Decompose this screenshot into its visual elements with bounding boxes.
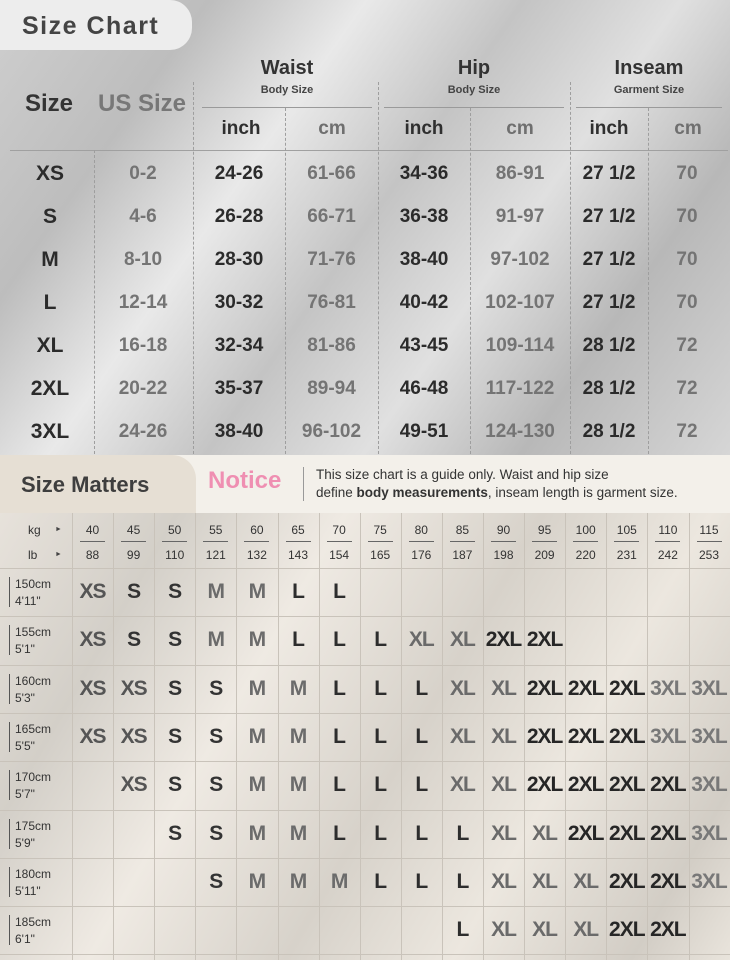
cell-size: 3XL [30, 420, 70, 443]
weight-kg: 65 [291, 523, 305, 537]
size-cell: 2XL [567, 676, 604, 700]
size-cell: XL [491, 821, 516, 845]
unit-header-1: cm [318, 118, 346, 139]
size-cell: M [207, 628, 225, 652]
cell-hip_in: 43-45 [399, 335, 449, 356]
cell-inseam_cm: 72 [676, 335, 698, 356]
size-cell: XS [120, 724, 147, 748]
cell-inseam_in: 27 1/2 [582, 163, 636, 184]
height-ft: 6'1" [15, 932, 35, 947]
weight-separator [286, 541, 311, 542]
height-bar [9, 577, 10, 607]
weight-kg: 95 [537, 523, 552, 537]
us-size-column-header: US Size [97, 90, 187, 117]
cell-waist_cm: 96-102 [301, 421, 362, 442]
table-row [0, 281, 730, 324]
size-cell: 2XL [650, 773, 686, 797]
cell-waist_cm: 71-76 [307, 249, 356, 270]
grid-hline [0, 616, 730, 617]
weight-lb: 187 [452, 548, 473, 562]
size-cell: S [209, 821, 223, 845]
size-cell: 2XL [485, 628, 522, 652]
cell-hip_in: 34-36 [399, 163, 449, 184]
table-row [0, 238, 730, 281]
size-cell: XS [79, 580, 106, 603]
cell-hip_in: 38-40 [399, 249, 449, 270]
cell-size: M [41, 248, 59, 271]
height-cm: 165cm [15, 721, 52, 736]
cell-hip_cm: 91-97 [495, 206, 545, 227]
size-cell: 2XL [567, 724, 604, 748]
cell-waist_in: 32-34 [214, 335, 264, 356]
height-ft: 5'11" [15, 883, 41, 898]
size-cell: XL [532, 918, 558, 942]
cell-hip_in: 49-51 [399, 421, 449, 442]
cell-size: XS [35, 162, 64, 185]
size-cell: 2XL [526, 724, 563, 748]
size-cell: L [333, 580, 345, 603]
weight-kg: 85 [455, 523, 470, 537]
size-cell: XL [573, 918, 599, 942]
size-cell: M [248, 773, 266, 797]
size-cell: S [168, 821, 182, 845]
size-chart-tab [0, 0, 192, 50]
weight-separator [80, 541, 105, 542]
cell-size: 2XL [30, 377, 70, 400]
size-cell: L [374, 628, 387, 652]
size-cell: XL [408, 628, 434, 652]
weight-separator [532, 541, 557, 542]
size-cell: S [127, 628, 141, 652]
size-cell: 3XL [650, 724, 686, 748]
size-cell: S [209, 724, 223, 748]
size-cell: M [289, 676, 307, 700]
unit-header-5: cm [674, 118, 702, 139]
size-cell: 3XL [650, 676, 686, 700]
size-cell: L [456, 821, 469, 845]
weight-kg: 55 [209, 523, 223, 537]
cell-inseam_in: 27 1/2 [582, 206, 636, 227]
height-cm: 155cm [15, 625, 52, 640]
cell-inseam_in: 28 1/2 [582, 335, 636, 356]
inseam-label: Inseam [614, 57, 684, 79]
waist-header [196, 57, 378, 96]
size-cell: 2XL [609, 918, 645, 942]
height-cm: 170cm [15, 770, 52, 785]
weight-lb: 198 [493, 548, 514, 562]
hip-label: Hip [457, 57, 491, 79]
grid-hline [0, 568, 730, 569]
weight-kg: 45 [126, 523, 141, 537]
size-cell: 3XL [691, 724, 727, 748]
table-row [0, 324, 730, 367]
weight-separator [614, 541, 639, 542]
size-cell: 2XL [609, 821, 645, 845]
unit-header-0: inch [221, 118, 261, 139]
size-chart-section [0, 0, 730, 455]
height-bar [9, 674, 10, 704]
height-bar [9, 770, 10, 800]
cell-waist_cm: 89-94 [307, 378, 356, 399]
inseam-header [570, 57, 728, 96]
size-cell: M [289, 724, 307, 748]
weight-lb: 209 [534, 548, 555, 562]
weight-kg: 80 [414, 523, 428, 537]
size-cell: XL [449, 724, 475, 748]
weight-lb: 121 [205, 548, 226, 562]
weight-kg: 75 [373, 523, 387, 537]
grid-hline [0, 761, 730, 762]
size-cell: 2XL [526, 676, 563, 700]
weight-separator [697, 541, 722, 542]
weight-lb: 132 [246, 548, 267, 562]
weight-separator [244, 541, 269, 542]
weight-lb: 231 [616, 548, 637, 562]
notice-line-2: define body measurements, inseam length is garment size. [316, 485, 678, 500]
cell-size: S [42, 205, 57, 228]
size-cell: XL [532, 821, 558, 845]
height-label [15, 721, 51, 755]
size-cell: S [209, 773, 223, 797]
unit-header-4: inch [589, 118, 629, 139]
height-cm: 150cm [15, 577, 52, 591]
weight-kg: 50 [168, 523, 182, 537]
size-cell: 2XL [609, 676, 645, 700]
cell-hip_cm: 124-130 [485, 421, 555, 442]
size-cell: S [168, 580, 182, 603]
cell-waist_cm: 61-66 [307, 163, 356, 184]
height-bar [9, 625, 10, 655]
size-cell: L [415, 773, 428, 797]
size-cell: XS [79, 676, 106, 700]
size-cell: M [248, 869, 266, 893]
cell-inseam_cm: 70 [676, 249, 698, 270]
size-cell: 2XL [526, 773, 563, 797]
size-cell: XL [491, 918, 516, 942]
hip-header [378, 57, 570, 96]
size-cell: L [415, 869, 428, 893]
weight-lb: 154 [329, 548, 350, 562]
weight-separator [409, 541, 434, 542]
kg-arrow-icon: ► [55, 526, 62, 533]
size-cell: XL [573, 869, 599, 893]
size-cell: L [333, 628, 345, 652]
size-cell: M [248, 676, 266, 700]
cell-hip_cm: 102-107 [485, 292, 555, 313]
hip-sublabel: Body Size [447, 84, 501, 96]
grid-hline [0, 810, 730, 811]
size-cell: L [374, 724, 387, 748]
cell-hip_cm: 86-91 [495, 163, 545, 184]
cell-inseam_cm: 70 [676, 206, 698, 227]
size-cell: S [127, 580, 141, 603]
height-label [15, 673, 51, 707]
cell-waist_in: 30-32 [214, 292, 264, 313]
height-ft: 5'1" [15, 642, 35, 657]
size-cell: XL [491, 676, 516, 700]
cell-us: 20-22 [118, 378, 168, 399]
cell-us: 16-18 [118, 335, 168, 356]
height-label [15, 769, 51, 803]
cell-us: 12-14 [118, 292, 168, 313]
cell-size: XL [36, 334, 64, 357]
size-cell: XL [532, 869, 558, 893]
size-cell: L [333, 821, 345, 845]
size-cell: L [292, 628, 304, 652]
weight-separator [203, 541, 228, 542]
size-cell: XS [79, 724, 106, 748]
cell-us: 24-26 [118, 421, 168, 442]
table-row [0, 367, 730, 410]
weight-lb: 143 [287, 548, 309, 562]
height-cm: 175cm [15, 818, 52, 833]
cell-inseam_cm: 72 [676, 421, 698, 442]
size-cell: XL [449, 628, 475, 652]
table-row [0, 410, 730, 453]
size-cell: L [374, 676, 387, 700]
weight-lb: 242 [657, 548, 678, 562]
height-cm: 160cm [15, 673, 52, 688]
size-cell: S [168, 628, 182, 652]
height-bar [9, 819, 10, 849]
cell-hip_in: 40-42 [399, 292, 449, 313]
size-cell: M [248, 724, 266, 748]
weight-separator [450, 541, 475, 542]
height-label [15, 866, 51, 900]
weight-kg: 115 [699, 523, 719, 537]
cell-inseam_in: 27 1/2 [582, 249, 636, 270]
grid-hline [0, 954, 730, 955]
cell-waist_in: 26-28 [214, 206, 264, 227]
grid-hline [0, 906, 730, 907]
size-cell: L [374, 821, 387, 845]
size-cell: XS [79, 628, 106, 652]
header-divider [10, 150, 728, 151]
waist-label: Waist [260, 57, 314, 79]
size-matters-title: Size Matters [21, 472, 150, 497]
size-cell: S [168, 676, 182, 700]
size-cell: S [168, 724, 182, 748]
table-row [0, 152, 730, 195]
weight-separator [121, 541, 146, 542]
waist-sublabel: Body Size [260, 84, 314, 96]
size-cell: XL [449, 676, 475, 700]
cell-us: 8-10 [123, 249, 163, 270]
size-cell: XS [120, 773, 147, 797]
size-cell: 2XL [609, 724, 645, 748]
weight-separator [573, 541, 598, 542]
size-cell: M [289, 821, 307, 845]
size-cell: 2XL [567, 821, 604, 845]
weight-separator [162, 541, 187, 542]
height-bar [9, 915, 10, 945]
cell-waist_in: 35-37 [214, 378, 264, 399]
height-label [15, 624, 51, 658]
size-cell: 2XL [650, 821, 686, 845]
height-label [15, 576, 51, 610]
height-label [15, 818, 51, 852]
size-cell: M [207, 580, 225, 603]
table-row [0, 195, 730, 238]
size-cell: L [374, 773, 387, 797]
grid-hline [0, 665, 730, 666]
size-cell: M [289, 869, 307, 893]
size-cell: XL [491, 869, 516, 893]
weight-kg: 105 [616, 523, 637, 537]
size-cell: 2XL [526, 628, 563, 652]
notice-band [0, 455, 730, 513]
cell-size: L [43, 291, 57, 314]
notice-label: Notice [208, 467, 282, 494]
size-cell: L [374, 869, 387, 893]
weight-lb: 176 [411, 548, 432, 562]
weight-kg: 40 [85, 523, 100, 537]
size-cell: 2XL [609, 869, 645, 893]
lb-label: lb [28, 548, 38, 562]
height-cm: 185cm [15, 915, 52, 930]
size-cell: 3XL [691, 821, 727, 845]
size-cell: L [415, 724, 428, 748]
height-bar [9, 722, 10, 752]
size-chart-title: Size Chart [22, 12, 160, 40]
size-cell: L [333, 676, 345, 700]
weight-lb: 88 [85, 548, 100, 562]
lb-arrow-icon: ► [55, 551, 62, 558]
height-bar [9, 867, 10, 897]
cell-inseam_in: 27 1/2 [582, 292, 636, 313]
cell-inseam_cm: 70 [676, 163, 698, 184]
size-cell: S [209, 869, 223, 893]
size-cell: L [415, 676, 428, 700]
cell-waist_cm: 66-71 [307, 206, 356, 227]
size-column-header: Size [24, 90, 74, 117]
notice-text [316, 466, 678, 502]
size-cell: L [292, 580, 304, 603]
size-cell: L [456, 869, 469, 893]
weight-lb: 165 [370, 548, 391, 562]
cell-waist_cm: 76-81 [307, 292, 356, 313]
size-cell: M [248, 821, 266, 845]
cell-inseam_in: 28 1/2 [582, 378, 636, 399]
weight-separator [327, 541, 352, 542]
weight-kg: 110 [658, 523, 678, 537]
weight-lb: 253 [698, 548, 720, 562]
cell-hip_in: 46-48 [399, 378, 449, 399]
height-cm: 180cm [15, 866, 52, 881]
cell-hip_cm: 117-122 [485, 378, 555, 399]
size-matters-tab [0, 455, 196, 513]
size-cell: M [330, 869, 348, 893]
grid-hline [0, 858, 730, 859]
size-cell: 2XL [650, 869, 686, 893]
height-ft: 5'7" [15, 787, 35, 802]
size-cell: 2XL [609, 773, 645, 797]
size-cell: 3XL [691, 869, 727, 893]
size-cell: L [415, 821, 428, 845]
size-cell: M [289, 773, 307, 797]
size-cell: 3XL [691, 676, 727, 700]
size-cell: XS [120, 676, 147, 700]
unit-header-3: cm [506, 118, 534, 139]
size-cell: S [209, 676, 223, 700]
weight-lb: 110 [165, 548, 185, 562]
cell-inseam_in: 28 1/2 [582, 421, 636, 442]
cell-hip_cm: 97-102 [490, 249, 550, 270]
cell-inseam_cm: 70 [676, 292, 698, 313]
height-ft: 5'3" [15, 690, 35, 705]
grid-hline [0, 713, 730, 714]
size-cell: XL [449, 773, 475, 797]
weight-kg: 100 [575, 523, 596, 537]
size-cell: M [248, 628, 266, 652]
height-ft: 5'9" [15, 835, 35, 850]
notice-line-1: This size chart is a guide only. Waist and hip size [316, 467, 609, 482]
weight-separator [491, 541, 516, 542]
height-ft: 5'5" [15, 738, 35, 753]
size-cell: 2XL [567, 773, 604, 797]
size-cell: XL [491, 773, 516, 797]
cell-us: 4-6 [129, 206, 157, 227]
weight-separator [368, 541, 393, 542]
weight-kg: 90 [496, 523, 511, 537]
cell-waist_in: 38-40 [214, 421, 264, 442]
size-cell: L [333, 724, 345, 748]
inseam-sublabel: Garment Size [613, 84, 685, 96]
kg-label: kg [28, 523, 41, 537]
height-ft: 4'11" [15, 594, 41, 608]
cell-waist_in: 24-26 [214, 163, 264, 184]
size-cell: 2XL [650, 918, 686, 942]
weight-lb: 99 [126, 548, 141, 562]
cell-hip_in: 36-38 [399, 206, 449, 227]
cell-waist_in: 28-30 [214, 249, 264, 270]
size-cell: M [248, 580, 266, 603]
cell-hip_cm: 109-114 [485, 335, 555, 356]
weight-lb: 220 [575, 548, 596, 562]
unit-header-2: inch [404, 118, 444, 139]
size-cell: S [168, 773, 182, 797]
size-matters-grid [0, 513, 730, 960]
cell-waist_cm: 81-86 [307, 335, 356, 356]
cell-us: 0-2 [129, 163, 157, 184]
cell-inseam_cm: 72 [676, 378, 698, 399]
size-cell: L [333, 773, 345, 797]
size-cell: XL [491, 724, 516, 748]
weight-separator [655, 541, 680, 542]
weight-kg: 60 [250, 523, 264, 537]
size-cell: 3XL [691, 773, 727, 797]
weight-kg: 70 [332, 523, 346, 537]
size-cell: L [456, 918, 469, 942]
height-label [15, 914, 51, 948]
